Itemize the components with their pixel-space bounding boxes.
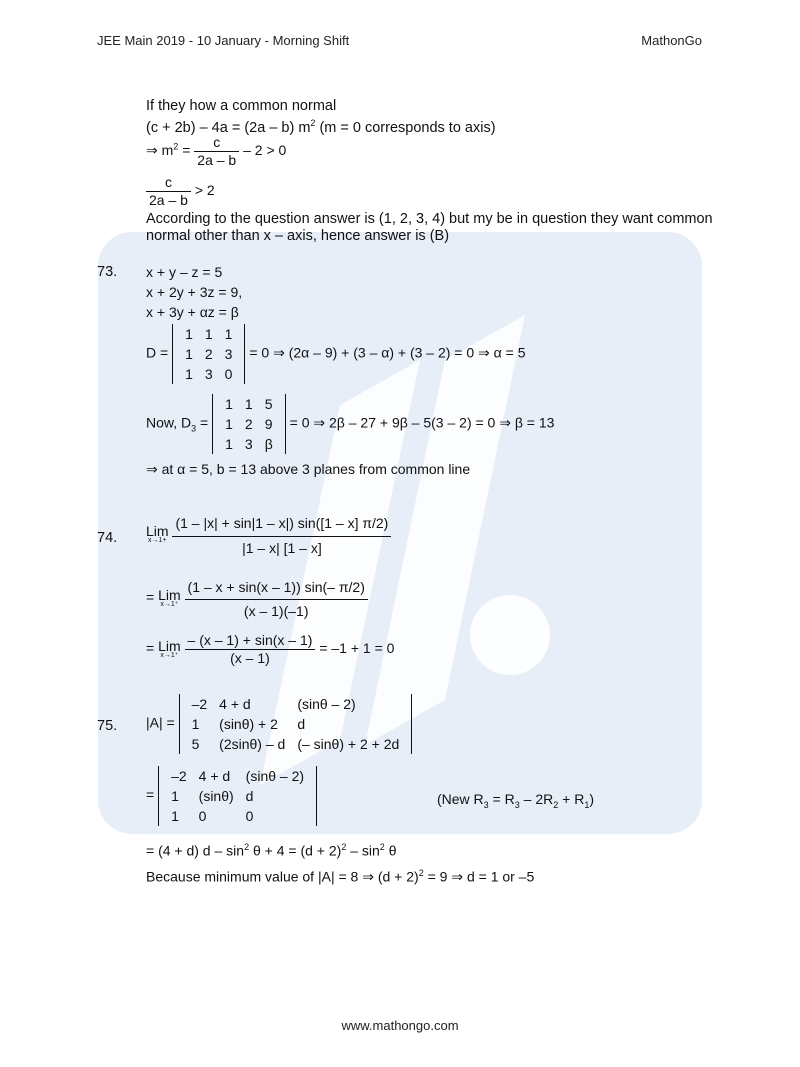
q74-limit-step3: = Lim x→1⁺ $\frac{- (x - 1) + \sin(x - 1)}{(x - 1)}$ = –1 + 1 = 0 (146, 632, 395, 666)
intro-line1: If they how a common normal (146, 98, 337, 114)
q75-determinant-reduced: = –2 4 + d (sinθ – 2) 1 (sinθ) d 1 0 0 (146, 766, 317, 826)
question-74-number: 74. (97, 530, 118, 546)
q74-limit-step1: Lim x→1+ $\frac{(1 - |x| + \sin|1 - x|) \sin([1 - x] \pi/2)}{|1 - x| [1 - x]}$ (146, 510, 391, 559)
intro-line6: normal other than x – axis, hence answer is (B) (146, 228, 450, 244)
intro-line3-equation: ⇒ $m^2$ = $\frac{c}{2a - b}$ – 2 > 0 (146, 134, 287, 168)
q75-reduced-matrix: –2 4 + d (sinθ – 2) 1 (sinθ) d 1 0 0 (158, 766, 317, 826)
q75-expansion: = (4 + d) $d - \sin^2 \theta + 4 = (d + 2)^2 - \sin^2 \theta$ (146, 842, 397, 859)
intro-line5: According to the question answer is (1, 2, 3, 4) but my be in question they want common (146, 211, 713, 227)
q73-d-matrix: 1 1 1 1 2 3 1 3 0 (172, 324, 245, 384)
q75-a-matrix: –2 4 + d (sinθ – 2) 1 (sinθ) + 2 d 5 (2sinθ) – d (– sinθ) + 2 + 2d (179, 694, 413, 754)
q73-equation-1: x + y – z = 5 (146, 264, 223, 280)
q75-row-operation-note: (New $R_3 = R_3 - 2R_2 + R_1$) (437, 791, 595, 810)
q75-determinant-a: |A| = –2 4 + d (sinθ – 2) 1 (sinθ) + 2 d 5 (2sinθ) – d (– sinθ) + 2 + 2d (146, 694, 412, 754)
q73-conclusion: ⇒ at α = 5, b = 13 above 3 planes from common line (146, 461, 471, 477)
intro-line2: (c + 2b) – 4a = (2a – b) $m^2$ (m = 0 corresponds to axis) (146, 118, 496, 136)
q73-determinant-d3: Now, $D_3$ = 1 1 5 1 2 9 1 3 β = 0 ⇒ 2β – 27 + 9β – 5(3 – 2) = 0 ⇒ β = 13 (146, 396, 555, 452)
footer-website-link[interactable]: www.mathongo.com (341, 1018, 459, 1033)
intro-line4-equation: $\frac{c}{2a - b}$ > 2 (146, 174, 215, 209)
q74-limit-step2: = Lim x→1⁺ $\frac{(1 - x + \sin(x - 1)) \sin(- \pi/2)}{(x - 1)(-1)}$ (146, 575, 368, 622)
q73-equation-3: x + 3y + αz = β (146, 304, 239, 320)
q75-final-answer: Because minimum value of |A| = 8 ⇒ $(d + 2)^2 = 9$ ⇒ d = 1 or –5 (146, 868, 535, 885)
q73-determinant-d: D = 1 1 1 1 2 3 1 3 0 = 0 ⇒ (2α – 9) + (3 – α) + (3 – 2) = 0 ⇒ α = 5 (146, 326, 526, 382)
header-brand: MathonGo (641, 33, 702, 48)
q73-equation-2: x + 2y + 3z = 9, (146, 284, 243, 300)
question-73-number: 73. (97, 264, 118, 280)
question-75-number: 75. (97, 718, 118, 734)
q73-d3-matrix: 1 1 5 1 2 9 1 3 β (212, 394, 286, 454)
header-exam-title: JEE Main 2019 - 10 January - Morning Shift (97, 33, 350, 48)
